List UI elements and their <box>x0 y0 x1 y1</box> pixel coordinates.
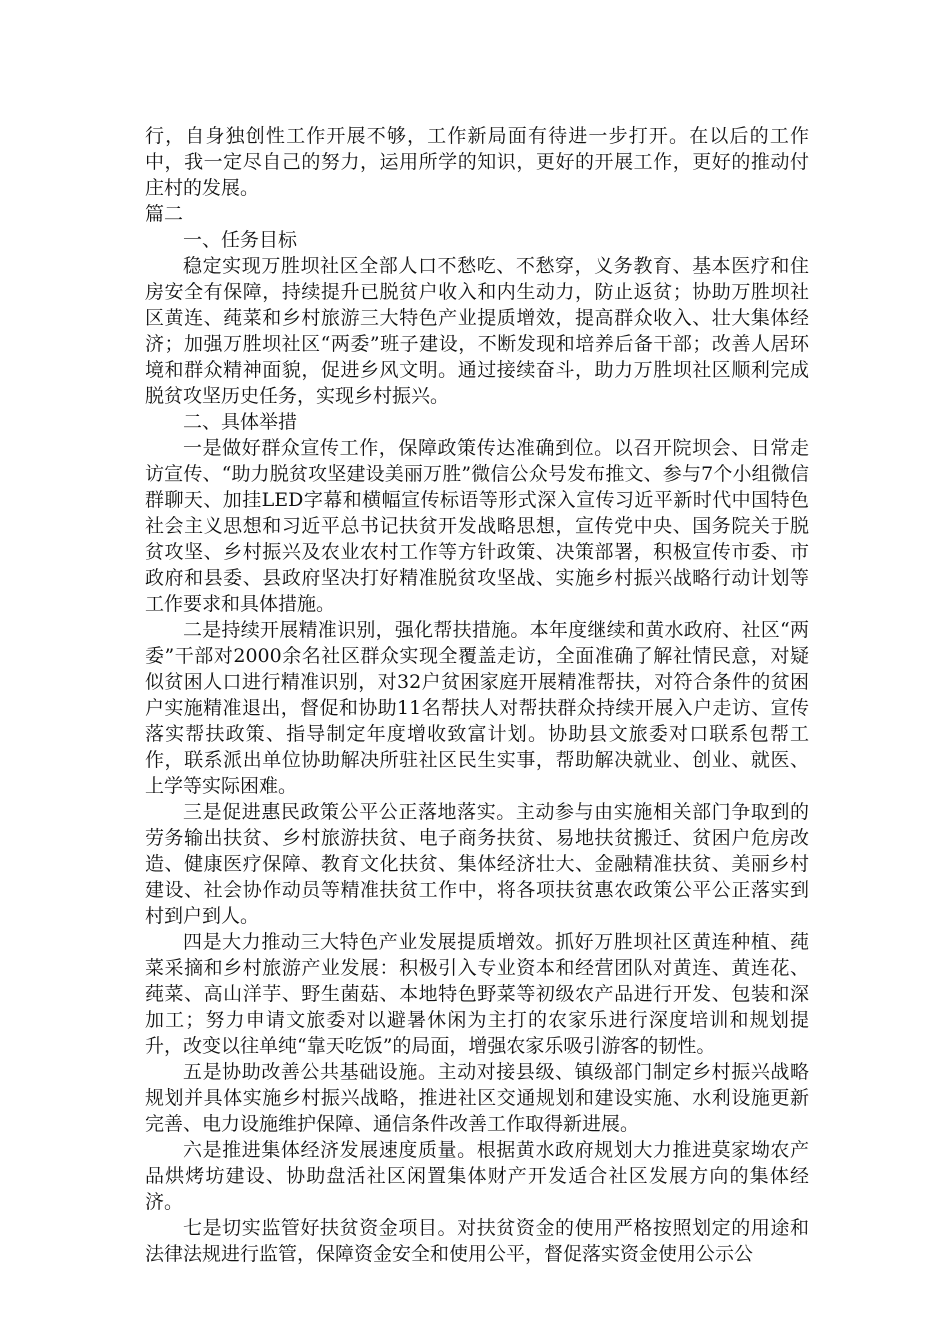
measure-paragraph-1: 一是做好群众宣传工作，保障政策传达准确到位。以召开院坝会、日常走访宣传、“助力脱贫攻坚建设美丽万胜”微信公众号发布推文、参与7个小组微信群聊天、加挂LED字幕和横幅宣传标语等形式深入宣传习近平新时代中国特色社会主义思想和习近平总书记扶贫开发战略思想，宣传党中央、国务院关于脱贫攻坚、乡村振兴及农业农村工作等方针政策、决策部署，积极宣传市委、市政府和县委、县政府坚决打好精准脱贫攻坚战、实施乡村振兴战略行动计划等工作要求和具体措施。 <box>145 437 809 615</box>
measure-paragraph-2: 二是持续开展精准识别，强化帮扶措施。本年度继续和黄水政府、社区“两委”干部对2000余名社区群众实现全覆盖走访，全面准确了解社情民意，对疑似贫困人口进行精准识别，对32户贫困家庭开展精准帮扶，对符合条件的贫困户实施精准退出，督促和协助11名帮扶人对帮扶群众持续开展入户走访、宣传落实帮扶政策、指导制定年度增收致富计划。协助县文旅委对口联系包帮工作，联系派出单位协助解决所驻社区民生实事，帮助解决就业、创业、就医、上学等实际困难。 <box>145 619 809 797</box>
section-title: 篇二 <box>145 203 184 225</box>
continuation-paragraph: 行，自身独创性工作开展不够，工作新局面有待进一步打开。在以后的工作中，我一定尽自己的努力，运用所学的知识，更好的开展工作，更好的推动付庄村的发展。 <box>145 125 809 199</box>
goal-paragraph: 稳定实现万胜坝社区全部人口不愁吃、不愁穿，义务教育、基本医疗和住房安全有保障，持续提升已脱贫户收入和内生动力，防止返贫；协助万胜坝社区黄连、莼菜和乡村旅游三大特色产业提质增效，提高群众收入、壮大集体经济；加强万胜坝社区“两委”班子建设，不断发现和培养后备干部；改善人居环境和群众精神面貌，促进乡风文明。通过接续奋斗，助力万胜坝社区顺利完成脱贫攻坚历史任务，实现乡村振兴。 <box>145 255 809 407</box>
heading-specific-measures: 二、具体举措 <box>183 411 298 433</box>
measure-paragraph-5: 五是协助改善公共基础设施。主动对接县级、镇级部门制定乡村振兴战略规划并具体实施乡村振兴战略，推进社区交通规划和建设实施、水利设施更新完善、电力设施维护保障、通信条件改善工作取得新进展。 <box>145 1061 809 1135</box>
measure-paragraph-3: 三是促进惠民政策公平公正落地落实。主动参与由实施相关部门争取到的劳务输出扶贫、乡村旅游扶贫、电子商务扶贫、易地扶贫搬迁、贫困户危房改造、健康医疗保障、教育文化扶贫、集体经济壮大、金融精准扶贫、美丽乡村建设、社会协作动员等精准扶贫工作中，将各项扶贫惠农政策公平公正落实到村到户到人。 <box>145 801 809 927</box>
heading-task-goals: 一、任务目标 <box>183 229 298 251</box>
measure-paragraph-7: 七是切实监管好扶贫资金项目。对扶贫资金的使用严格按照划定的用途和法律法规进行监管，保障资金安全和使用公平，督促落实资金使用公示公 <box>145 1217 809 1265</box>
measure-paragraph-6: 六是推进集体经济发展速度质量。根据黄水政府规划大力推进莫家坳农产品烘烤坊建设、协助盘活社区闲置集体财产开发适合社区发展方向的集体经济。 <box>145 1139 809 1213</box>
document-page <box>145 123 809 1267</box>
measure-paragraph-4: 四是大力推动三大特色产业发展提质增效。抓好万胜坝社区黄连种植、莼菜采摘和乡村旅游产业发展：积极引入专业资本和经营团队对黄连、黄连花、莼菜、高山洋芋、野生菌菇、本地特色野菜等初级农产品进行开发、包装和深加工；努力申请文旅委对以避暑休闲为主打的农家乐进行深度培训和规划提升，改变以往单纯“靠天吃饭”的局面，增强农家乐吸引游客的韧性。 <box>145 931 809 1057</box>
